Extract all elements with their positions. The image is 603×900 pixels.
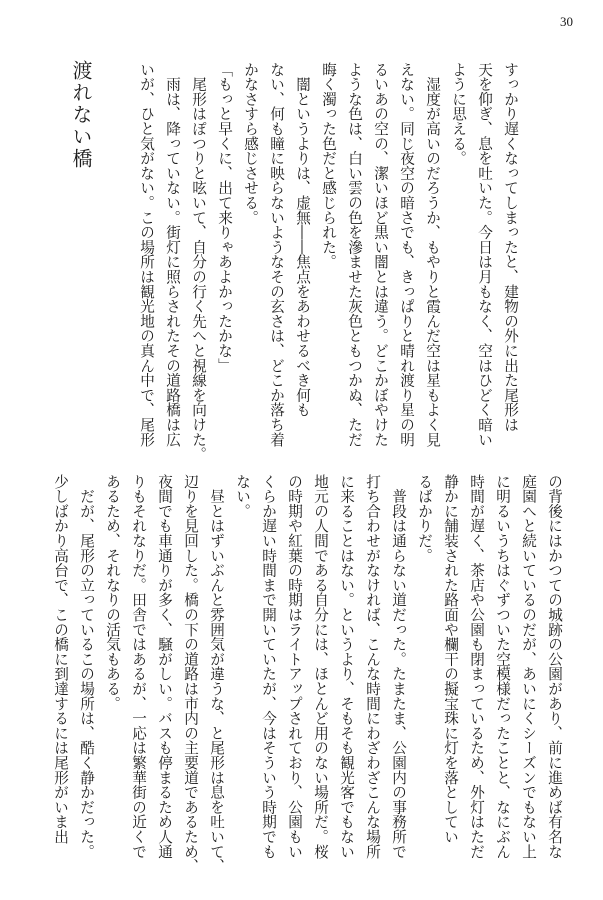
text-column: 打ち合わせがなければ、こんな時間にわざわざこんな場所 (364, 474, 381, 859)
text-column: の時期や紅葉の時期はライトアップされており、公園もい (286, 474, 303, 859)
text-column: 天を仰ぎ、息を吐いた。今日は月もなく、空はひどく暗い (476, 62, 493, 447)
text-column: 普段は通らない道だった。たまたま、公園内の事務所で (390, 474, 407, 859)
text-column: 尾形はぽつりと呟いて、自分の行く先へと視線を向けた。 (190, 62, 207, 462)
text-column: の背後にはかつての城跡の公園があり、前に進めば有名な (546, 474, 563, 859)
page-number: 30 (560, 14, 573, 29)
text-column: くらか遅い時間まで開いていたが、今はそういう時期でも (260, 474, 277, 859)
text-column: いが、ひと気がない。この場所は観光地の真ん中で、尾形 (138, 62, 155, 447)
text-column: ような色は、白い雲の色を滲ませた灰色ともつかぬ、ただ (346, 62, 363, 447)
text-column: るいあの空の、潔いほど黒い闇とは違う。どこかぼやけた (372, 62, 389, 447)
text-column: 闇というよりは、虚無――焦点をあわせるべき何も (294, 62, 311, 418)
text-column: 少しばかり高台で、この橋に到達するには尾形がいま出 (52, 474, 69, 844)
text-column: 雨は、降っていない。街灯に照らされたその道路橋は広 (164, 62, 181, 447)
text-column: ない。 (234, 474, 251, 519)
text-column: りもそれなりだ。田舎ではあるが、一応は繁華街の近くで (130, 474, 147, 859)
text-column: ない、何も瞳に映らないようなその玄さは、どこか落ち着 (268, 62, 285, 447)
text-column: 昼とはずいぶんと雰囲気が違うな、と尾形は息を吐いて、 (208, 474, 225, 874)
lower-text-block (47, 474, 567, 874)
text-column: 静かに舗装された路面や欄干の擬宝珠に灯を落としてい (442, 474, 459, 844)
text-column: 時間が遅く、茶店や公園も閉まっているため、外灯はただ (468, 474, 485, 859)
text-column: 庭園へと続いているのだが、あいにくシーズンでもない上 (520, 474, 537, 859)
text-column: 晦く濁った色だと感じられた。 (320, 62, 337, 270)
text-column: るばかりだ。 (416, 474, 433, 563)
text-column: すっかり遅くなってしまったと、建物の外に出た尾形は (502, 62, 519, 432)
text-column: 地元の人間である自分には、ほとんど用のない場所だ。桜 (312, 474, 329, 859)
chapter-title: 渡れない橋 (69, 60, 93, 170)
text-column: だが、尾形の立っているこの場所は、酷く静かだった。 (78, 474, 95, 859)
upper-text-block (133, 62, 523, 462)
text-column: に明るいうちはぐずついた空模様だったことと、なにぶん (494, 474, 511, 859)
text-column: かなさすら感じさせる。 (242, 62, 259, 225)
text-column: 「もっと早くに、出て来りゃあよかったかな」 (216, 62, 233, 373)
text-column: えない。同じ夜空の暗さでも、きっぱりと晴れ渡り星の明 (398, 62, 415, 447)
text-column: 湿度が高いのだろうか、もやりと霞んだ空は星もよく見 (424, 62, 441, 447)
text-column: 辺りを見回した。橋の下の道路は市内の主要道であるため、 (182, 474, 199, 874)
text-column: あるため、それなりの活気もある。 (104, 474, 121, 711)
text-column: に来ることはない。というより、そもそも観光客でもない (338, 474, 355, 859)
text-column: ように思える。 (450, 62, 467, 166)
text-column: 夜間でも車通りが多く、騒がしい。バスも停まるため人通 (156, 474, 173, 859)
